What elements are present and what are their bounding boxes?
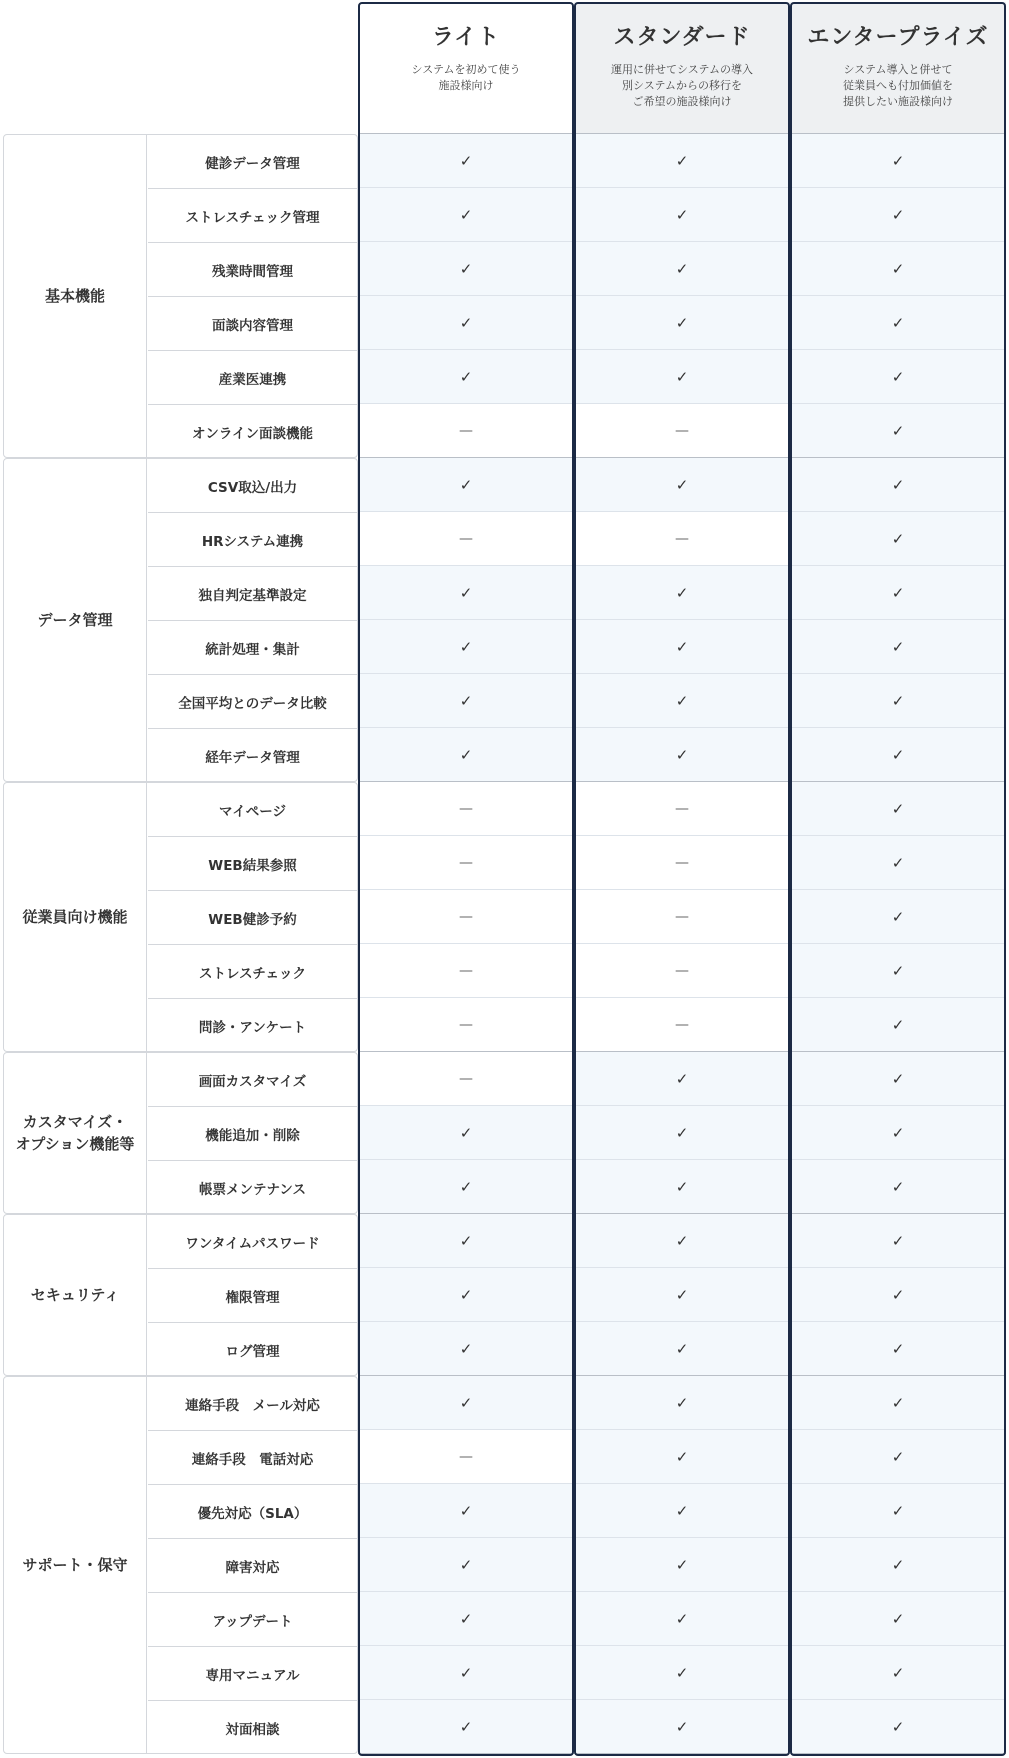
dash-icon: — (358, 1052, 574, 1106)
check-icon: ✓ (574, 1592, 790, 1646)
category-label (4, 1377, 147, 1753)
plan-description-line: システム導入と併せて (843, 63, 953, 76)
feature-label: 専用マニュアル (148, 1647, 357, 1701)
check-icon: ✓ (790, 1214, 1006, 1268)
dash-icon: — (574, 512, 790, 566)
plan-description-line: 従業員へも付加価値を (843, 79, 953, 92)
feature-label: 権限管理 (148, 1269, 357, 1323)
check-icon: ✓ (358, 728, 574, 782)
plan-description (412, 62, 521, 94)
feature-label: マイページ (148, 783, 357, 837)
check-icon: ✓ (574, 350, 790, 404)
check-icon: ✓ (790, 1646, 1006, 1700)
check-icon: ✓ (790, 296, 1006, 350)
feature-label: CSV取込/出力 (148, 459, 357, 513)
feature-label: ワンタイムパスワード (148, 1215, 357, 1269)
check-icon: ✓ (790, 566, 1006, 620)
check-icon: ✓ (790, 674, 1006, 728)
dash-icon: — (574, 782, 790, 836)
check-icon: ✓ (574, 1052, 790, 1106)
check-icon: ✓ (574, 134, 790, 188)
category-label (4, 459, 147, 781)
check-icon: ✓ (358, 1700, 574, 1754)
check-icon: ✓ (790, 1376, 1006, 1430)
plan-header-light (358, 2, 574, 133)
check-icon: ✓ (790, 134, 1006, 188)
check-icon: ✓ (358, 674, 574, 728)
dash-icon: — (358, 1430, 574, 1484)
check-icon: ✓ (574, 1430, 790, 1484)
plan-header-standard (574, 2, 790, 133)
category-label-text: 基本機能 (44, 287, 105, 305)
check-icon: ✓ (358, 1538, 574, 1592)
check-icon: ✓ (790, 998, 1006, 1052)
check-icon: ✓ (790, 1700, 1006, 1754)
check-icon: ✓ (790, 890, 1006, 944)
category-label (4, 1053, 147, 1213)
feature-label: オンライン面談機能 (191, 426, 314, 442)
check-icon: ✓ (574, 242, 790, 296)
category-block (3, 1052, 358, 1214)
check-icon: ✓ (574, 1214, 790, 1268)
check-icon: ✓ (358, 1592, 574, 1646)
feature-label: ストレスチェック (148, 945, 357, 999)
plan-description (843, 62, 953, 110)
check-icon: ✓ (574, 1106, 790, 1160)
check-icon: ✓ (790, 944, 1006, 998)
check-icon: ✓ (574, 1538, 790, 1592)
plan-name: エンタープライズ (807, 25, 989, 50)
category-block (3, 1376, 358, 1754)
check-icon: ✓ (790, 620, 1006, 674)
header-separator (358, 133, 574, 134)
check-icon: ✓ (790, 1052, 1006, 1106)
category-label-text: セキュリティ (30, 1286, 120, 1304)
feature-label: 優先対応（SLA） (148, 1485, 357, 1539)
feature-label: アップデート (148, 1593, 357, 1647)
check-icon: ✓ (574, 1322, 790, 1376)
category-block (3, 782, 358, 1052)
category-label (4, 1215, 147, 1375)
check-icon: ✓ (790, 782, 1006, 836)
feature-label: 面談内容管理 (148, 297, 357, 351)
check-icon: ✓ (358, 350, 574, 404)
check-icon: ✓ (358, 134, 574, 188)
header-separator (574, 133, 790, 134)
dash-icon: — (358, 404, 574, 458)
check-icon: ✓ (358, 620, 574, 674)
plan-header-enterprise (790, 2, 1006, 133)
plan-name: ライト (431, 25, 501, 50)
check-icon: ✓ (790, 1160, 1006, 1214)
dash-icon: — (358, 998, 574, 1052)
check-icon: ✓ (358, 1214, 574, 1268)
feature-label: ストレスチェック管理 (148, 189, 357, 243)
plan-description (611, 62, 753, 110)
check-icon: ✓ (790, 512, 1006, 566)
check-icon: ✓ (574, 296, 790, 350)
category-block (3, 1214, 358, 1376)
check-icon: ✓ (574, 1646, 790, 1700)
feature-label: 統計処理・集計 (148, 621, 357, 675)
check-icon: ✓ (790, 188, 1006, 242)
category-label-text: サポート・保守 (22, 1556, 128, 1574)
check-icon: ✓ (790, 1106, 1006, 1160)
check-icon: ✓ (574, 728, 790, 782)
check-icon: ✓ (790, 350, 1006, 404)
check-icon: ✓ (574, 1376, 790, 1430)
check-icon: ✓ (358, 296, 574, 350)
check-icon: ✓ (358, 458, 574, 512)
plan-description-line: 運用に併せてシステムの導入 (611, 63, 753, 76)
check-icon: ✓ (790, 1592, 1006, 1646)
feature-label: WEB結果参照 (148, 837, 357, 891)
feature-label: 連絡手段 電話対応 (148, 1431, 357, 1485)
check-icon: ✓ (790, 1538, 1006, 1592)
feature-label: 障害対応 (148, 1539, 357, 1593)
check-icon: ✓ (358, 1106, 574, 1160)
check-icon: ✓ (358, 1484, 574, 1538)
category-label (4, 783, 147, 1051)
feature-label: 経年データ管理 (205, 750, 300, 766)
feature-label: 画面カスタマイズ (148, 1053, 357, 1107)
feature-label: 問診・アンケート (198, 1020, 307, 1036)
feature-label: 残業時間管理 (148, 243, 357, 297)
check-icon: ✓ (358, 1376, 574, 1430)
dash-icon: — (574, 404, 790, 458)
check-icon: ✓ (574, 566, 790, 620)
check-icon: ✓ (790, 1322, 1006, 1376)
dash-icon: — (574, 944, 790, 998)
feature-label: 連絡手段 メール対応 (148, 1377, 357, 1431)
check-icon: ✓ (358, 1646, 574, 1700)
check-icon: ✓ (790, 404, 1006, 458)
check-icon: ✓ (790, 1430, 1006, 1484)
check-icon: ✓ (574, 1268, 790, 1322)
check-icon: ✓ (574, 1484, 790, 1538)
check-icon: ✓ (790, 1268, 1006, 1322)
feature-label: 独自判定基準設定 (148, 567, 357, 621)
check-icon: ✓ (358, 1322, 574, 1376)
dash-icon: — (574, 836, 790, 890)
dash-icon: — (358, 944, 574, 998)
dash-icon: — (574, 998, 790, 1052)
category-label-text: カスタマイズ・ オプション機能等 (15, 1113, 135, 1153)
feature-label: 帳票メンテナンス (199, 1182, 306, 1198)
check-icon: ✓ (790, 1484, 1006, 1538)
feature-label: 対面相談 (225, 1722, 280, 1738)
check-icon: ✓ (790, 728, 1006, 782)
check-icon: ✓ (358, 1268, 574, 1322)
dash-icon: — (358, 836, 574, 890)
category-label-text: データ管理 (37, 611, 113, 629)
check-icon: ✓ (358, 1160, 574, 1214)
dash-icon: — (358, 890, 574, 944)
dash-icon: — (358, 782, 574, 836)
feature-label: HRシステム連携 (148, 513, 357, 567)
feature-label: 健診データ管理 (148, 135, 357, 189)
category-label (4, 135, 147, 457)
check-icon: ✓ (790, 242, 1006, 296)
category-block (3, 134, 358, 458)
check-icon: ✓ (358, 188, 574, 242)
plan-description-line: 施設様向け (438, 79, 494, 92)
check-icon: ✓ (358, 566, 574, 620)
check-icon: ✓ (790, 836, 1006, 890)
check-icon: ✓ (574, 620, 790, 674)
category-block (3, 458, 358, 782)
plan-description-line: 別システムからの移行を (622, 79, 742, 92)
feature-label: ログ管理 (225, 1344, 280, 1360)
feature-label: 産業医連携 (148, 351, 357, 405)
category-label-text: 従業員向け機能 (22, 908, 128, 926)
plan-name: スタンダード (613, 25, 751, 50)
header-separator (790, 133, 1006, 134)
feature-label: 機能追加・削除 (148, 1107, 357, 1161)
plan-description-line: システムを初めて使う (411, 63, 521, 76)
plan-description-line: ご希望の施設様向け (632, 95, 732, 108)
dash-icon: — (574, 890, 790, 944)
check-icon: ✓ (574, 1160, 790, 1214)
check-icon: ✓ (790, 458, 1006, 512)
check-icon: ✓ (574, 458, 790, 512)
check-icon: ✓ (574, 188, 790, 242)
dash-icon: — (358, 512, 574, 566)
feature-label: 全国平均とのデータ比較 (148, 675, 357, 729)
check-icon: ✓ (358, 242, 574, 296)
plan-description-line: 提供したい施設様向け (843, 95, 953, 108)
feature-label: WEB健診予約 (148, 891, 357, 945)
check-icon: ✓ (574, 674, 790, 728)
check-icon: ✓ (574, 1700, 790, 1754)
